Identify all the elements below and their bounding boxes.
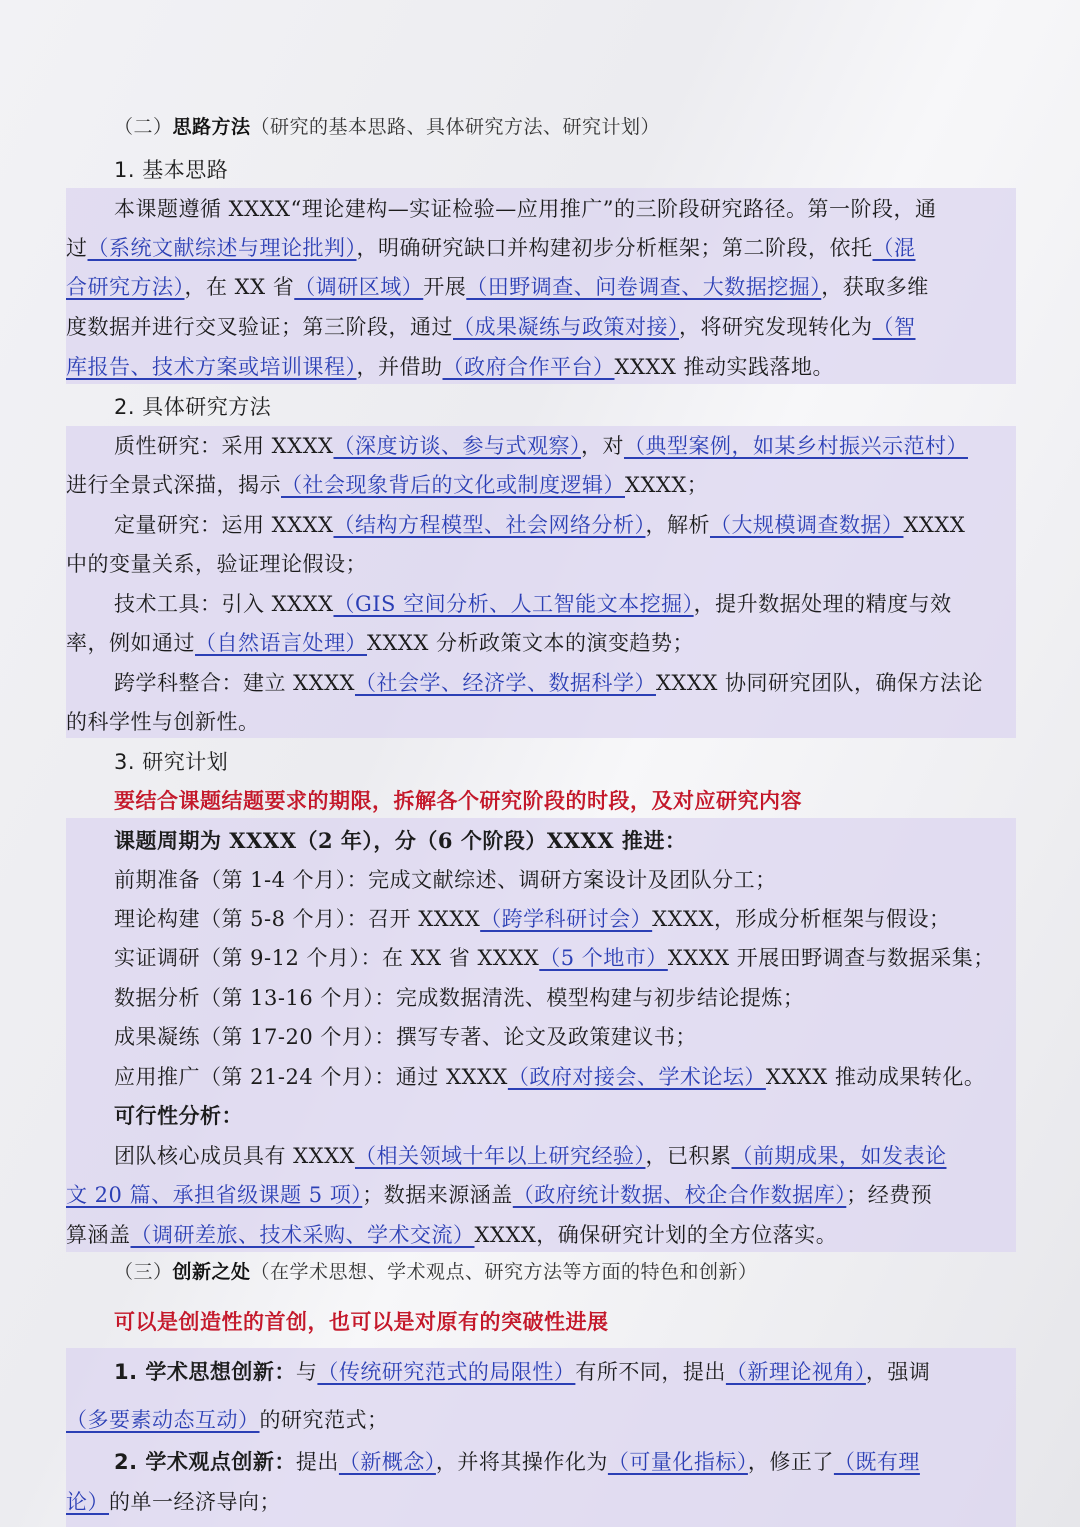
feasibility-line2 — [66, 1178, 1016, 1212]
para2-line3 — [114, 508, 1016, 542]
placeholder-text: （多要素动态互动） — [66, 1408, 260, 1432]
text: 定量研究：运用 XXXX — [114, 513, 334, 537]
section-title: 创新之处 — [172, 1261, 251, 1283]
placeholder-text: （新理论视角） — [725, 1360, 866, 1384]
text: XXXX； — [625, 473, 709, 497]
subheading-plan: 3. 研究计划 — [114, 750, 229, 774]
text: 有所不同，提出 — [575, 1360, 726, 1384]
plan-stage-4: 数据分析（第 13-16 个月）：完成数据清洗、模型构建与初步结论提炼； — [114, 986, 805, 1010]
innovation-thought-line2 — [66, 1403, 1016, 1437]
placeholder-text: （可量化指标） — [607, 1450, 748, 1474]
para2-line8: 的科学性与创新性。 — [66, 710, 260, 734]
text: 率，例如通过 — [66, 631, 195, 655]
subheading-methods: 2. 具体研究方法 — [114, 395, 272, 419]
placeholder-text: （相关领域十年以上研究经验） — [354, 1144, 646, 1168]
text: ，并借助 — [356, 355, 443, 379]
text: ，并将其操作化为 — [435, 1450, 608, 1474]
feasibility-heading: 可行性分析： — [114, 1103, 243, 1128]
section-title: 思路方法 — [172, 116, 251, 138]
red-instruction-plan: 要结合课题结题要求的期限，拆解各个研究阶段的时段，及对应研究内容 — [114, 788, 802, 813]
innovation-thought-line1 — [114, 1355, 1016, 1389]
text: ，对 — [580, 434, 624, 458]
placeholder-text: （典型案例，如某乡村振兴示范村） — [623, 434, 968, 458]
placeholder-text: （混 — [872, 236, 916, 260]
placeholder-text: （田野调查、问卷调查、大数据挖掘） — [466, 275, 822, 299]
placeholder-text: （跨学科研讨会） — [480, 907, 653, 931]
text: XXXX，确保研究计划的全方位落实。 — [474, 1223, 838, 1247]
placeholder-text: （新概念） — [338, 1450, 436, 1474]
text: ；数据来源涵盖 — [362, 1183, 513, 1207]
text: XXXX，形成分析框架与假设； — [652, 907, 951, 931]
placeholder-text: （系统文献综述与理论批判） — [87, 236, 357, 260]
placeholder-text: （大规模调查数据） — [709, 513, 904, 537]
plan-stage-6 — [114, 1060, 1016, 1094]
text: 度数据并进行交叉验证；第三阶段，通过 — [66, 315, 453, 339]
innovation-view-line1 — [114, 1445, 1016, 1479]
text: 开展 — [423, 275, 467, 299]
text: 进行全景式深描，揭示 — [66, 473, 281, 497]
placeholder-text: （调研差旅、技术采购、学术交流） — [130, 1223, 475, 1247]
section-note: （研究的基本思路、具体研究方法、研究计划） — [250, 116, 661, 138]
placeholder-text: （前期成果，如发表论 — [731, 1144, 947, 1168]
text: 算涵盖 — [66, 1223, 131, 1247]
text: 理论构建（第 5-8 个月）：召开 XXXX — [114, 907, 481, 931]
para2-line7 — [114, 666, 1016, 700]
placeholder-text: 论） — [66, 1490, 109, 1514]
section-heading-3 — [114, 1255, 1016, 1289]
text: ，提升数据处理的精度与效 — [693, 592, 952, 616]
text: 提出 — [295, 1450, 339, 1474]
placeholder-text: 文 20 篇、承担省级课题 5 项） — [66, 1183, 363, 1207]
section-heading-2 — [114, 110, 1016, 144]
text: ，修正了 — [747, 1450, 834, 1474]
para2-line2 — [66, 468, 1016, 502]
placeholder-text: （传统研究范式的局限性） — [317, 1360, 576, 1384]
text: XXXX 开展田野调查与数据采集； — [667, 946, 995, 970]
para2-line6 — [66, 626, 1016, 660]
text: ，强调 — [865, 1360, 931, 1384]
innovation-label: 2. 学术观点创新： — [114, 1450, 296, 1474]
text: XXXX — [903, 513, 966, 537]
text: XXXX 推动成果转化。 — [765, 1065, 986, 1089]
subheading-basic-approach: 1. 基本思路 — [114, 158, 229, 182]
text: ，已积累 — [645, 1144, 732, 1168]
placeholder-text: （社会现象背后的文化或制度逻辑） — [281, 473, 625, 497]
text: ，明确研究缺口并构建初步分析框架；第二阶段，依托 — [356, 236, 873, 260]
placeholder-text: 库报告、技术方案或培训课程） — [66, 355, 357, 379]
text: ，将研究发现转化为 — [679, 315, 873, 339]
section-note: （在学术思想、学术观点、研究方法等方面的特色和创新） — [250, 1261, 758, 1283]
innovation-label: 1. 学术思想创新： — [114, 1360, 296, 1384]
para1-line4 — [66, 310, 1016, 344]
text: 质性研究：采用 XXXX — [114, 434, 334, 458]
text: 与 — [295, 1360, 318, 1384]
innovation-view-line2 — [66, 1485, 1016, 1519]
placeholder-text: （自然语言处理） — [195, 631, 367, 655]
para1-line5 — [66, 350, 1016, 384]
placeholder-text: （结构方程模型、社会网络分析） — [333, 513, 646, 537]
plan-intro: 课题周期为 XXXX（2 年），分（6 个阶段）XXXX 推进： — [114, 828, 687, 853]
para1-line1: 本课题遵循 XXXX“理论建构—实证检验—应用推广”的三阶段研究路径。第一阶段，通 — [114, 197, 937, 221]
para2-line5 — [114, 587, 1016, 621]
placeholder-text: （政府合作平台） — [442, 355, 615, 379]
text: 跨学科整合：建立 XXXX — [114, 671, 355, 695]
placeholder-text: 合研究方法） — [66, 275, 185, 299]
placeholder-text: （社会学、经济学、数据科学） — [354, 671, 656, 695]
text: XXXX 推动实践落地。 — [614, 355, 834, 379]
placeholder-text: （成果凝练与政策对接） — [453, 315, 679, 339]
placeholder-text: （深度访谈、参与式观察） — [333, 434, 581, 458]
plan-stage-5: 成果凝练（第 17-20 个月）：撰写专著、论文及政策建议书； — [114, 1025, 697, 1049]
text: XXXX 协同研究团队，确保方法论 — [655, 671, 983, 695]
section-number: （三） — [114, 1261, 173, 1283]
feasibility-line3 — [66, 1218, 1016, 1252]
para1-line3 — [66, 270, 1016, 304]
text: 的研究范式； — [259, 1408, 389, 1432]
placeholder-text: （GIS 空间分析、人工智能文本挖掘） — [333, 592, 694, 616]
section-number: （二） — [114, 116, 173, 138]
plan-stage-2 — [114, 902, 1016, 936]
text: 的单一经济导向； — [109, 1490, 281, 1514]
para1-line2 — [66, 231, 1016, 265]
text: XXXX 分析政策文本的演变趋势； — [367, 631, 694, 655]
para2-line1 — [114, 429, 1016, 463]
plan-stage-3 — [114, 941, 1016, 975]
feasibility-line1 — [114, 1139, 1016, 1173]
text: 团队核心成员具有 XXXX — [114, 1144, 355, 1168]
placeholder-text: （调研区域） — [294, 275, 424, 299]
placeholder-text: （既有理 — [833, 1450, 920, 1474]
placeholder-text: （政府对接会、学术论坛） — [507, 1065, 766, 1089]
text: ，在 XX 省 — [184, 275, 295, 299]
placeholder-text: （智 — [872, 315, 916, 339]
text: 应用推广（第 21-24 个月）：通过 XXXX — [114, 1065, 508, 1089]
text: ；经费预 — [846, 1183, 933, 1207]
text: 技术工具：引入 XXXX — [114, 592, 334, 616]
placeholder-text: （5 个地市） — [539, 946, 668, 970]
para2-line4: 中的变量关系，验证理论假设； — [66, 552, 367, 576]
text: ，获取多维 — [821, 275, 929, 299]
text: 过 — [66, 236, 88, 260]
red-instruction-innovation: 可以是创造性的首创，也可以是对原有的突破性进展 — [114, 1309, 609, 1334]
plan-stage-1: 前期准备（第 1-4 个月）：完成文献综述、调研方案设计及团队分工； — [114, 868, 777, 892]
placeholder-text: （政府统计数据、校企合作数据库） — [512, 1183, 847, 1207]
text: ，解析 — [645, 513, 710, 537]
text: 实证调研（第 9-12 个月）：在 XX 省 XXXX — [114, 946, 540, 970]
